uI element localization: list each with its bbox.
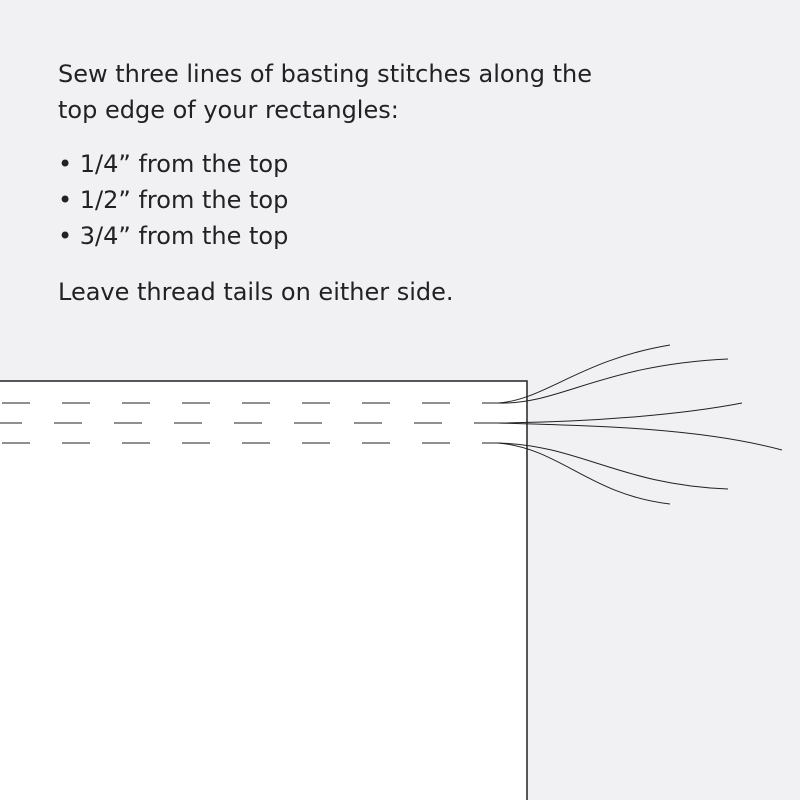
fabric-rectangle — [0, 381, 527, 800]
step-three-quarter-inch: • 3/4” from the top — [58, 222, 289, 250]
step-quarter-inch: • 1/4” from the top — [58, 150, 289, 178]
thread-tail — [498, 359, 728, 403]
thread-tail — [498, 403, 742, 423]
thread-tails — [498, 345, 782, 504]
thread-tail — [498, 443, 728, 489]
thread-tail — [498, 423, 782, 450]
intro-line-1: Sew three lines of basting stitches along the — [58, 60, 592, 88]
step-half-inch: • 1/2” from the top — [58, 186, 289, 214]
instructions-outro: Leave thread tails on either side. — [58, 278, 454, 306]
intro-line-2: top edge of your rectangles: — [58, 96, 399, 124]
